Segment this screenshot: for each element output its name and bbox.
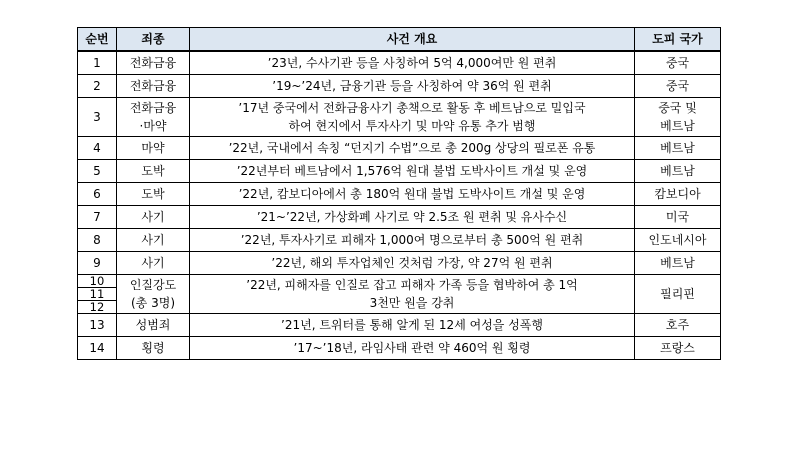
fugitive-case-table [77,27,721,360]
row-summary: ’19~’24년, 금융기관 등을 사칭하여 약 36억 원 편취 [190,75,635,98]
table-row [78,337,721,360]
table-row [78,137,721,160]
row-no: 11 [78,288,117,301]
row-summary: ’22년, 국내에서 속칭 “던지기 수법”으로 총 200g 상당의 필로폰 유통 [190,137,635,160]
row-crime: 도박 [117,183,190,206]
row-no: 12 [78,301,117,314]
row-crime: 전화금융 [117,75,190,98]
row-country: 중국 [635,75,721,98]
table-row [78,51,721,75]
table-row [78,252,721,275]
row-summary [190,98,635,137]
table-row [78,183,721,206]
table-row [78,160,721,183]
header-no: 순번 [78,28,117,52]
table-row [78,229,721,252]
row-crime: 도박 [117,160,190,183]
row-no: 14 [78,337,117,360]
row-crime-line2: (총 3명) [131,296,175,310]
row-country: 베트남 [635,160,721,183]
row-summary-line1: ’22년, 피해자를 인질로 잡고 피해자 가족 등을 협박하여 총 1억 [246,278,578,292]
row-country-line1: 중국 및 [658,101,697,115]
row-summary: ’17~’18년, 라임사태 관련 약 460억 원 횡령 [190,337,635,360]
table-row [78,98,721,137]
row-country-line2: 베트남 [660,119,695,133]
table-row [78,314,721,337]
row-crime: 전화금융 [117,51,190,75]
row-crime: 사기 [117,252,190,275]
row-no: 13 [78,314,117,337]
row-country: 베트남 [635,252,721,275]
row-summary: ’22년, 투자사기로 피해자 1,000여 명으로부터 총 500억 원 편취 [190,229,635,252]
row-country: 베트남 [635,137,721,160]
row-no: 9 [78,252,117,275]
row-crime-line2: ·마약 [139,119,167,133]
row-country: 중국 [635,51,721,75]
row-crime: 사기 [117,206,190,229]
row-no: 4 [78,137,117,160]
row-country: 호주 [635,314,721,337]
row-summary: ’23년, 수사기관 등을 사칭하여 5억 4,000여만 원 편취 [190,51,635,75]
header-crime: 죄종 [117,28,190,52]
row-summary: ’21~’22년, 가상화폐 사기로 약 2.5조 원 편취 및 유사수신 [190,206,635,229]
row-crime: 마약 [117,137,190,160]
table-row [78,206,721,229]
row-summary: ’21년, 트위터를 통해 알게 된 12세 여성을 성폭행 [190,314,635,337]
row-crime-line1: 전화금융 [129,101,177,115]
row-country: 미국 [635,206,721,229]
row-no: 8 [78,229,117,252]
header-row [78,28,721,52]
row-summary-line2: 하여 현지에서 투자사기 및 마약 유통 추가 범행 [288,119,536,133]
row-no: 2 [78,75,117,98]
row-no: 7 [78,206,117,229]
row-summary: ’22년부터 베트남에서 1,576억 원대 불법 도박사이트 개설 및 운영 [190,160,635,183]
row-no: 10 [78,275,117,288]
row-summary: ’22년, 해외 투자업체인 것처럼 가장, 약 27억 원 편취 [190,252,635,275]
row-no: 3 [78,98,117,137]
row-crime: 사기 [117,229,190,252]
row-country: 인도네시아 [635,229,721,252]
row-crime [117,275,190,314]
row-country: 필리핀 [635,275,721,314]
table-row [78,275,721,288]
row-crime [117,98,190,137]
row-summary [190,275,635,314]
row-summary: ’22년, 캄보디아에서 총 180억 원대 불법 도박사이트 개설 및 운영 [190,183,635,206]
row-summary-line2: 3천만 원을 강취 [369,296,455,310]
row-no: 6 [78,183,117,206]
row-crime: 횡령 [117,337,190,360]
row-country: 프랑스 [635,337,721,360]
row-crime-line1: 인질강도 [129,278,177,292]
row-country: 캄보디아 [635,183,721,206]
row-no: 1 [78,51,117,75]
row-country [635,98,721,137]
row-no: 5 [78,160,117,183]
header-summary: 사건 개요 [190,28,635,52]
table-row [78,75,721,98]
row-summary-line1: ’17년 중국에서 전화금융사기 총책으로 활동 후 베트남으로 밀입국 [238,101,586,115]
header-country: 도피 국가 [635,28,721,52]
row-crime: 성범죄 [117,314,190,337]
